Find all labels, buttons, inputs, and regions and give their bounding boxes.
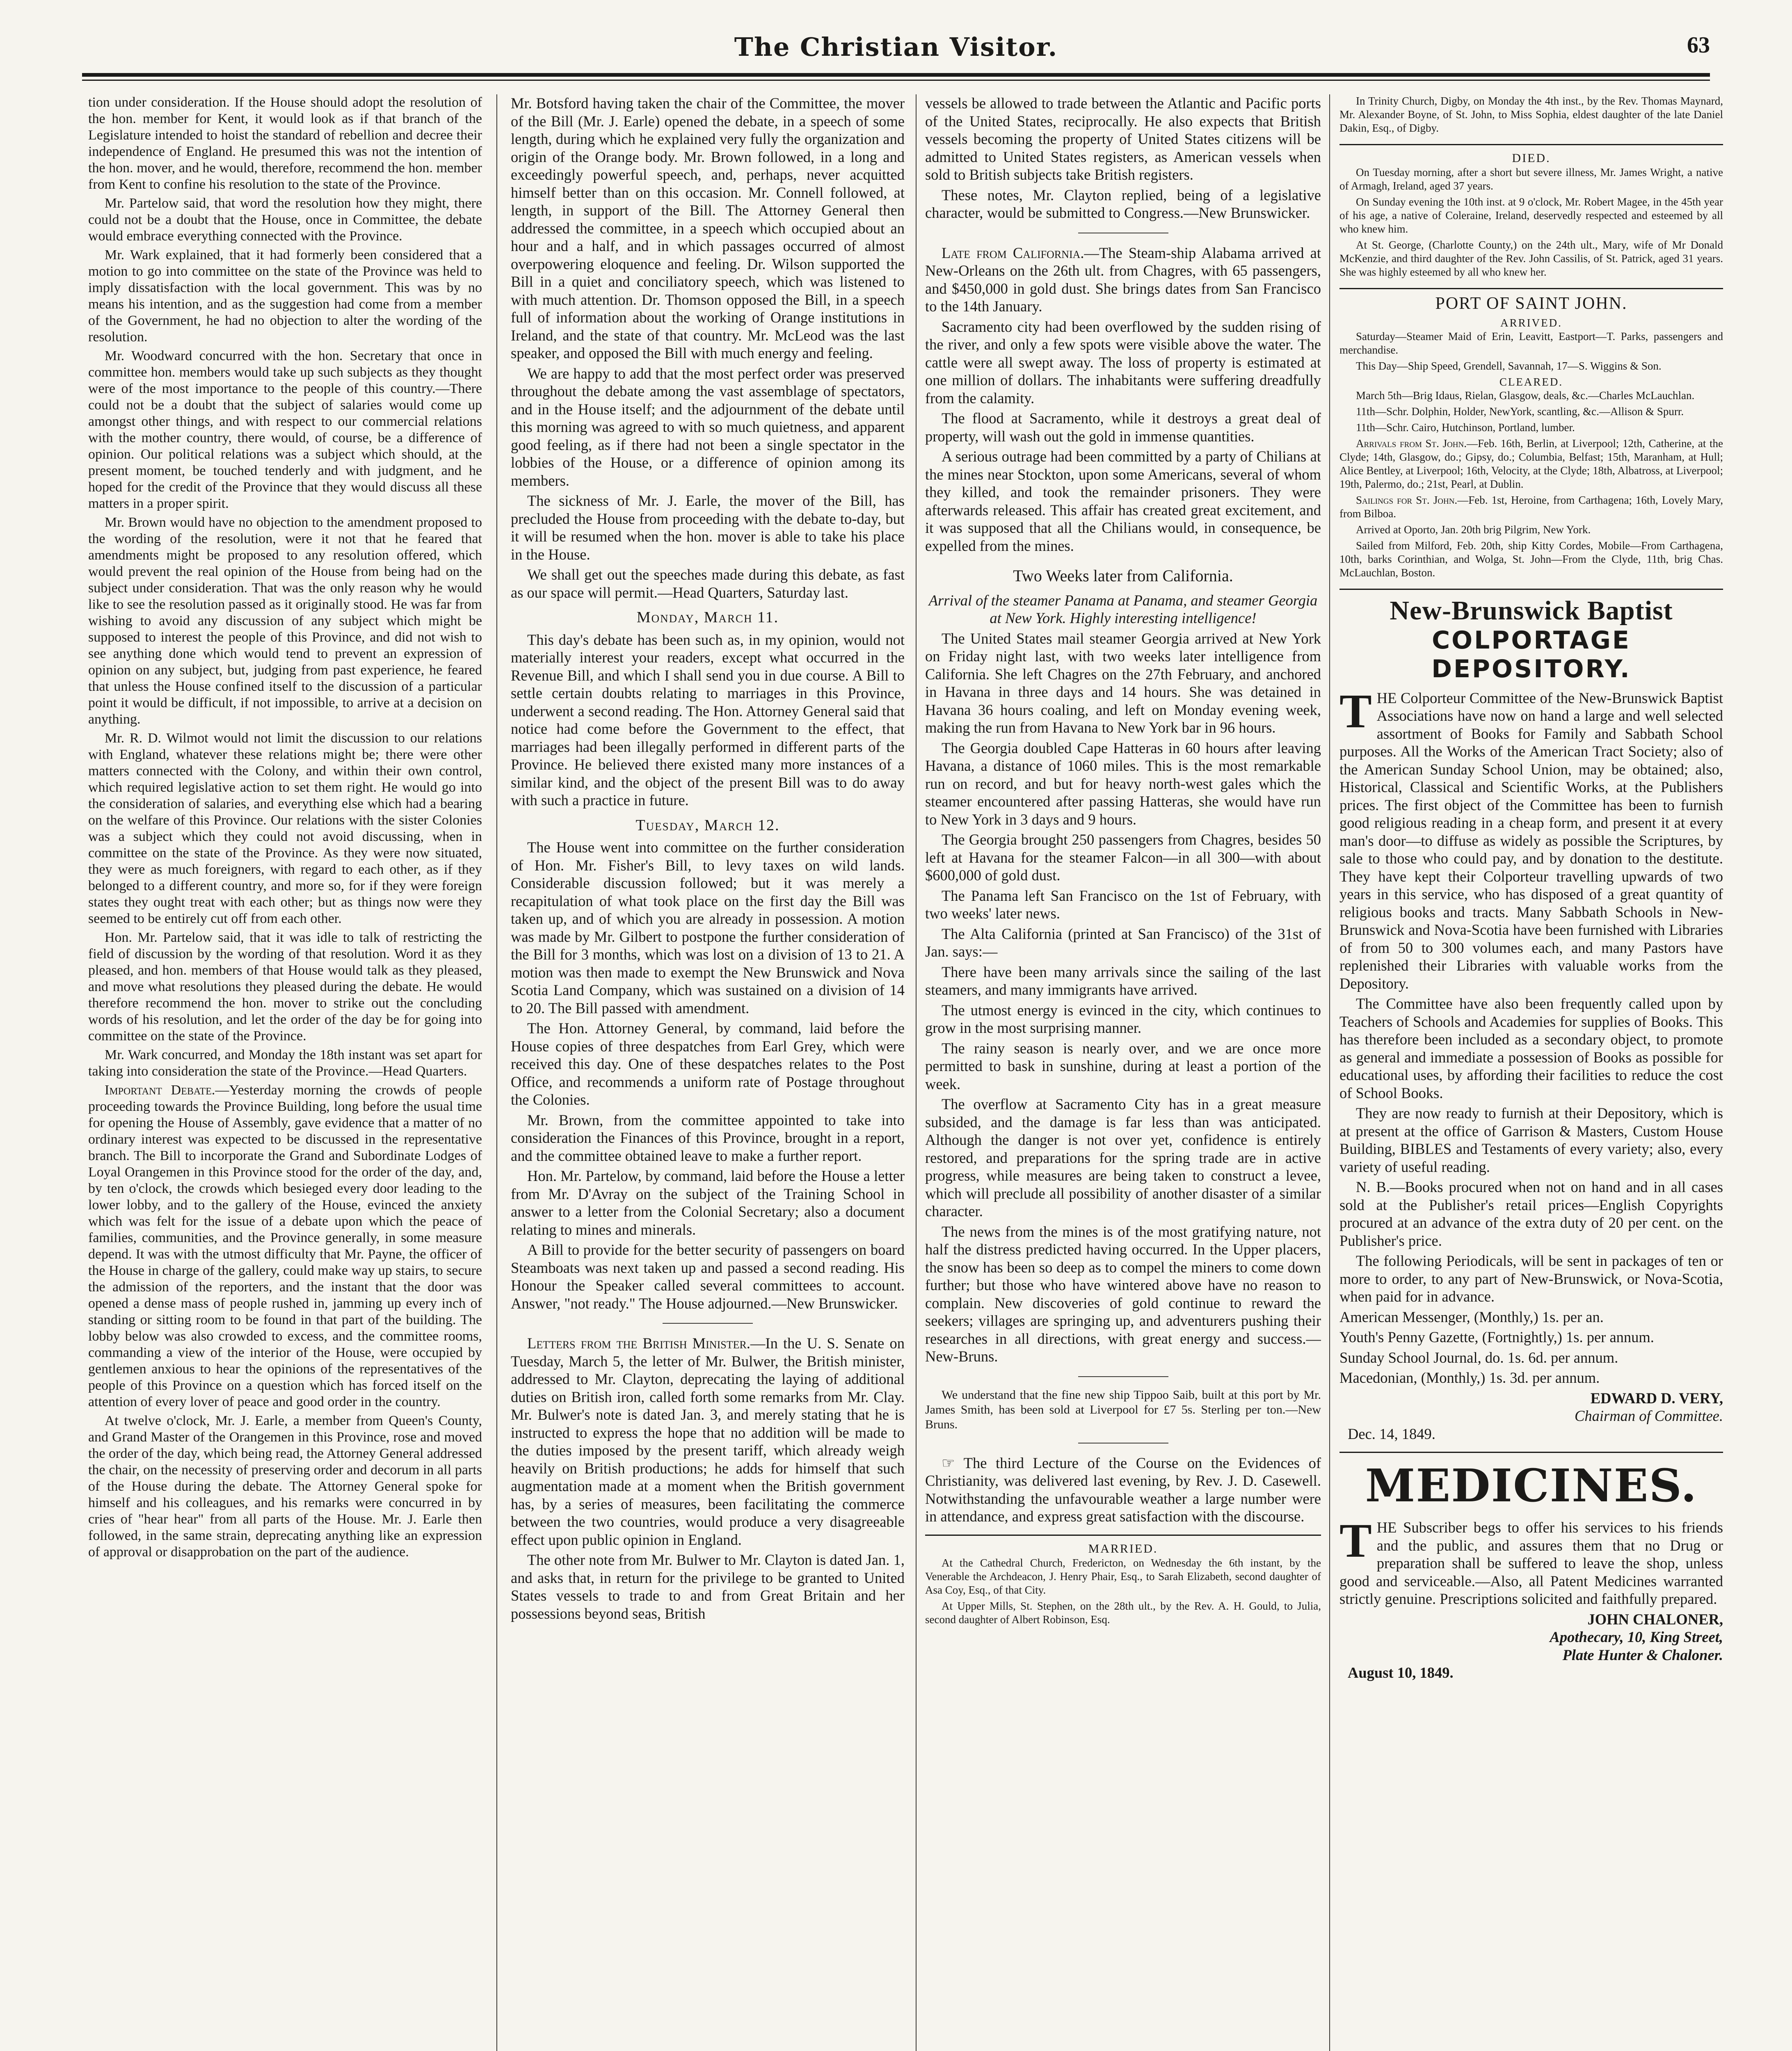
paragraph: vessels be allowed to trade between the Atlantic and Pacific ports of the United States, reciprocally. He also expects that British vessels becoming the property of United States citizens will be admitted to United States registers, as American vessels when sold to British subjects take British registers. (925, 95, 1321, 183)
signature-name: JOHN CHALONER, (1587, 1610, 1723, 1628)
paragraph: The Alta California (printed at San Francisco) of the 31st of Jan. says:— (925, 925, 1321, 960)
masthead (82, 32, 1710, 73)
cleared-heading: CLEARED. (1499, 375, 1563, 388)
masthead-rule-thin (82, 80, 1710, 81)
paragraph: We are happy to add that the most perfect order was preserved throughout the debate among the vast assemblage of spectators, and in the House itself; and the adjournment of the debate until this morning was agreed to with so much quietness, and apparent good feeling, as if there had not been a single spectator in the lobbies of the House, or a difference of opinion among its members. (511, 365, 905, 489)
shipping-entry: Saturday—Steamer Maid of Erin, Leavitt, Eastport—T. Parks, passengers and merchandise. (1339, 330, 1723, 356)
date-heading: Tuesday, March 12. (635, 816, 780, 834)
paragraph: Mr. Partelow said, that word the resolution how they might, there could not be a doubt that the House, once in Committee, the debate would embrace everything connected with the Province. (88, 196, 482, 244)
signature-address: Apothecary, 10, King Street, (1550, 1628, 1723, 1645)
paragraph: Mr. Woodward concurred with the hon. Secretary that once in committee hon. members would take up such subjects as they thought were of the most importance to the people of this country.—There could not be a doubt that the subject of salaries would come up amongst other things, and with respect to our commercial relations with the mother country, there would, of course, be a difference of opinion. Our political relations was a subject which should, at the present moment, be touched tenderly and with judgment, and he hoped for the credit of the Province that they would discuss all these matters in a proper spirit. (88, 348, 482, 511)
paragraph: Sacramento city had been overflowed by the sudden rising of the river, and only a few spots were visible above the water. The cattle were all swept away. The loss of property is estimated at one million of dollars. The inhabitants were suffering dreadfully from the calamity. (925, 318, 1321, 407)
paragraph: The Georgia brought 250 passengers from Chagres, besides 50 left at Havana for the steamer Falcon—in all 300—with about $600,000 of gold dust. (925, 831, 1321, 884)
article-body: —In the U. S. Senate on Tuesday, March 5, the letter of Mr. Bulwer, the British minister, addressed to Mr. Clayton, deprecating the laying of additional duties on British iron, called forth some remarks from Mr. Clay. Mr. Bulwer's note is dated Jan. 3, and merely stating that he is instructed to express the hope that no addition will be made to the duties imposed by the present tariff, which already weigh heavily on British productions; he adds for himself that such augmentation made at a moment when the British government has, by a series of measures, been facilitating the commerce between the two countries, would produce a very disagreeable effect upon public opinion in England. (511, 1335, 905, 1548)
ad-date: Dec. 14, 1849. (1348, 1425, 1435, 1442)
paragraph: tion under consideration. If the House should adopt the resolution of the hon. member for Kent, it would look as if that branch of the Legislature intended to hoist the standard of rebellion and decree their independence of England. He presumed this was not the intention of the hon. mover, and he would, therefore, recommend the hon. member from Kent to confine his resolution to the state of the Province. (88, 95, 482, 192)
column-3 (925, 94, 1321, 2051)
article-late-from-california (925, 244, 1321, 315)
signature-title: Chairman of Committee. (1575, 1407, 1723, 1424)
married-heading: MARRIED. (1088, 1542, 1158, 1555)
port-heading: PORT OF SAINT JOHN. (1435, 294, 1627, 313)
depository-heading (1339, 596, 1723, 683)
depository-subtitle: COLPORTAGE DEPOSITORY. (1431, 626, 1631, 683)
ad-text: HE Subscriber begs to offer his services to his friends and the public, and assures them that no Drug or preparation shall be suffered to leave the shop, unless good and serviceable.—Also, all Patent Medicines warranted strictly genuine. Prescriptions solicited and faithfully prepared. (1339, 1519, 1723, 1607)
paragraph: They are now ready to furnish at their Depository, which is at present at the office of Garrison & Masters, Custom House Building, BIBLES and Testaments of every variety; also, every variety of useful reading. (1339, 1105, 1723, 1175)
paragraph: The Panama left San Francisco on the 1st of February, with two weeks' later news. (925, 887, 1321, 922)
arrived-heading: ARRIVED. (1500, 316, 1562, 329)
paragraph: A serious outrage had been committed by a party of Chilians at the mines near Stockton, upon some Americans, several of whom they killed, and took the remainder prisoners. They were afterwards released. This affair has created great excitement, and it was supposed that all the Chilians would, in consequence, be expelled from the mines. (925, 448, 1321, 554)
entry-body: —Feb. 16th, Berlin, at Liverpool; 12th, Catherine, at the Clyde; 14th, Glasgow, do.; Gipsy, do.; Columbia, Belfast; 15th, Maranham, at Hull; Alice Bentley, at Liverpool; 16th, Velocity, at the Clyde; 18th, Albatross, at Liverpool; 19th, Palermo, do.; 21st, Pearl, at Dublin. (1339, 437, 1723, 490)
paragraph: A Bill to provide for the better security of passengers on board Steamboats was next taken up and passed a second reading. His Honour the Speaker called several committees to account. Answer, "not ready." The House adjourned.—New Brunswicker. (511, 1241, 905, 1312)
shipping-entry (1339, 493, 1723, 521)
section-rule (1339, 288, 1723, 289)
section-rule (1339, 144, 1723, 145)
died-heading: DIED. (1512, 151, 1551, 165)
separator (1078, 1376, 1168, 1377)
section-heading: Two Weeks later from California. (1013, 566, 1233, 585)
signature-name: EDWARD D. VERY, (1590, 1389, 1723, 1407)
shipping-entry: 11th—Schr. Cairo, Hutchinson, Portland, lumber. (1356, 421, 1575, 434)
paragraph: The United States mail steamer Georgia arrived at New York on Friday night last, with two weeks later intelligence from California. She left Chagres on the 27th February, and anchored in Havana in three days and 14 hours. She was detained in Havana 36 hours coaling, and left on Monday evening week, making the run from Havana to New York bar in 96 hours. (925, 630, 1321, 736)
paragraph: The Committee have also been frequently called upon by Teachers of Schools and Academies for supplies of Books. This has therefore been included as a secondary object, to promote as general and immediate a possession of Books as possible for educational uses, by affording their facilities to reduce the cost of School Books. (1339, 995, 1723, 1101)
column-divider (496, 94, 497, 2051)
periodical-item: Sunday School Journal, do. 1s. 6d. per annum. (1339, 1349, 1618, 1366)
notice: At St. George, (Charlotte County,) on the 24th ult., Mary, wife of Mr Donald McKenzie, and third daughter of the Rev. John Cassilis, of St. Patrick, aged 31 years. She was highly esteemed by all who knew her. (1339, 239, 1723, 278)
depository-title: New-Brunswick Baptist (1390, 595, 1673, 626)
section-rule (925, 1535, 1321, 1536)
article-lead: Late from California. (942, 244, 1084, 261)
notice: On Sunday evening the 10th inst. at 9 o'clock, Mr. Robert Magee, in the 45th year of his age, a native of Coleraine, Ireland, deservedly respected and esteemed by all who knew him. (1339, 196, 1723, 235)
column-1 (88, 94, 482, 2051)
paragraph: Mr. Wark concurred, and Monday the 18th instant was set apart for taking into consideration the state of the Province.—Head Quarters. (88, 1047, 482, 1079)
column-4 (1339, 94, 1723, 2051)
drop-cap: T (1339, 1514, 1372, 1567)
page-number: 63 (1687, 32, 1710, 58)
ad-date: August 10, 1849. (1348, 1664, 1454, 1681)
entry-lead: Sailings for St. John. (1356, 493, 1458, 506)
paragraph: These notes, Mr. Clayton replied, being of a legislative character, would be submitted to Congress.—New Brunswicker. (925, 186, 1321, 221)
paragraph: Mr. Wark explained, that it had formerly been considered that a motion to go into committee on the state of the Province was held to imply dissatisfaction with the local government. This was by no means his intention, and as the suggestion had come from a member of the Government, he had no objection to alter the wording of the resolution. (88, 247, 482, 345)
ad-text: HE Colporteur Committee of the New-Brunswick Baptist Associations have now on hand a large and well selected assortment of Books for Family and Sabbath School purposes. All the Works of the American Tract Society; also of the American Sunday School Union, may be obtained; also, Historical, Classical and Scientific Works, at the Publishers prices. The first object of the Committee has been to furnish good religious reading in a cheap form, and present it at every man's door—to diffuse as widely as possible the Scriptures, by sale to those who could pay, and by donation to the destitute. They have kept their Colporteur travelling upwards of two years in this service, who has disposed of a great quantity of religious books and tracts. Many Sabbath Schools in New-Brunswick and Nova-Scotia have been furnished with Libraries of from 50 to 300 volumes each, and many Pastors have replenished their Libraries with valuable works from the Depository. (1339, 689, 1723, 992)
paragraph: This day's debate has been such as, in my opinion, would not materially interest your readers, except what occurred in the Revenue Bill, and which I shall send you in due course. A Bill to settle certain doubts relating to marriages in this Province, underwent a second reading. The Hon. Attorney General said that notice had come before the Government to the effect, that marriages had been illegally performed in different parts of the Province. He believed there existed many more instances of a similar kind, and the object of the present Bill was to do away with such a practice in future. (511, 631, 905, 809)
advertisement-body (1339, 684, 1723, 993)
column-divider (916, 94, 917, 2051)
section-rule (1339, 589, 1723, 590)
shipping-entry: This Day—Ship Speed, Grendell, Savannah, 17—S. Wiggins & Son. (1356, 359, 1662, 372)
paragraph: The utmost energy is evinced in the city, which continues to grow in the most surprising manner. (925, 1001, 1321, 1036)
entry-lead: Arrivals from St. John. (1356, 437, 1467, 450)
notice: In Trinity Church, Digby, on Monday the 4th inst., by the Rev. Thomas Maynard, Mr. Alexander Boyne, of St. John, to Miss Sophia, eldest daughter of the late Daniel Dakin, Esq., of Digby. (1339, 95, 1723, 134)
separator (663, 1323, 753, 1324)
article-lead: Letters from the British Minister. (527, 1335, 750, 1352)
notice: At the Cathedral Church, Fredericton, on Wednesday the 6th instant, by the Venerable the Archdeacon, J. Henry Phair, Esq., to Sarah Elizabeth, second daughter of Asa Coy, Esq., of that City. (925, 1556, 1321, 1596)
section-rule (1339, 1452, 1723, 1453)
paragraph: There have been many arrivals since the sailing of the last steamers, and many immigrants have arrived. (925, 963, 1321, 998)
notice: On Tuesday morning, after a short but severe illness, Mr. James Wright, a native of Armagh, Ireland, aged 37 years. (1339, 166, 1723, 192)
newspaper-title: The Christian Visitor. (734, 32, 1058, 62)
lecture-notice (925, 1454, 1321, 1526)
column-2 (511, 94, 905, 2051)
paragraph: Mr. Brown, from the committee appointed to take into consideration the Finances of this Province, brought in a report, and the committee obtained leave to make a further report. (511, 1111, 905, 1164)
paragraph: Mr. Botsford having taken the chair of the Committee, the mover of the Bill (Mr. J. Earle) opened the debate, in a speech of some length, during which he explained very fully the organization and origin of the Orange body. Mr. Brown followed, in a long and exceedingly powerful speech, and, perhaps, never acquitted himself better than on this occasion. Mr. Connell followed, at length, in support of the Bill. The Attorney General then addressed the committee, in a speech which occupied about an hour and a half, and in which passages occurred of almost overpowering eloquence and feeling. Dr. Wilson supported the Bill in a quiet and conciliatory speech, which was listened to with much attention. Dr. Thomson opposed the Bill, in a speech full of information about the working of Orange institutions in Ireland, and the state of that country. Mr. McLeod was the last speaker, and opposed the Bill with much energy and feeling. (511, 95, 905, 361)
paragraph: At twelve o'clock, Mr. J. Earle, a member from Queen's County, and Grand Master of the Orangemen in this Province, rose and moved the order of the day, which being read, the Attorney General addressed the chair, on the necessity of preserving order and decorum in all parts of the House during the debate. The Attorney General spoke for himself and his colleagues, and his remarks were concurred in by cries of "hear hear" from all parts of the House. Mr. J. Earle then followed, in the same strain, deprecating anything like an expression of approval or disapprobation on the part of the audience. (88, 1413, 482, 1560)
shipping-entry: 11th—Schr. Dolphin, Holder, NewYork, scantling, &c.—Allison & Spurr. (1356, 405, 1684, 418)
entry-body: —Feb. 1st, Heroine, from Carthagena; 16th, Lovely Mary, from Bilboa. (1339, 493, 1723, 520)
drop-cap: T (1339, 684, 1372, 738)
shipping-entry: March 5th—Brig Idaus, Rielan, Glasgow, deals, &c.—Charles McLauchlan. (1356, 389, 1695, 402)
article-important-debate (88, 1082, 482, 1410)
article-body: —Yesterday morning the crowds of people proceeding towards the Province Building, long before the usual time for opening the House of Assembly, gave evidence that a matter of no ordinary interest was expected to be discussed in the representative branch. The Bill to incorporate the Grand and Subordinate Lodges of Loyal Orangemen in this Province stood for the order of the day, and, by ten o'clock, the crowds which besieged every door leading to the lower lobby, and to the gallery of the House, evinced the anxiety which was felt for the issue of a debate upon which the peace of families, communities, and the Province generally, in some measure depend. It was with the utmost difficulty that Mr. Payne, the officer of the House in charge of the gallery, could make way up stairs, to secure the admission of the reporters, and the instant that the door was opened a dense mass of people rushed in, jamming up every inch of standing or sitting room to be found in that part of the building. The lobby below was also crowded to excess, and the committee rooms, commanding a view of the interior of the House, were occupied by gentlemen anxious to hear the opinions of the representatives of the people of this Province on a question which has forced itself on the attention of every lover of peace and good order in the country. (88, 1083, 482, 1409)
medicines-heading: MEDICINES. (1365, 1459, 1698, 1512)
paragraph: The Georgia doubled Cape Hatteras in 60 hours after leaving Havana, a distance of 1060 miles. This is the most remarkable run on record, and but for heavy north-west gales which the steamer encountered after passing Hatteras, she would have run to New York in 3 days and 9 hours. (925, 739, 1321, 828)
article-british-minister (511, 1334, 905, 1549)
signature-address: Plate Hunter & Chaloner. (1562, 1646, 1723, 1663)
paragraph: Hon. Mr. Partelow said, that it was idle to talk of restricting the field of discussion by the wording of that resolution. Word it as they pleased, and hon. members of that House would talk as they pleased, and move what resolutions they pleased during the debate. He would therefore recommend the hon. mover to strike out the concluding words of his resolution, and let the order of the day be for going into committee on the state of the Province. (88, 930, 482, 1044)
periodical-item: Macedonian, (Monthly,) 1s. 3d. per annum. (1339, 1369, 1600, 1386)
periodical-item: Youth's Penny Gazette, (Fortnightly,) 1s. per annum. (1339, 1329, 1654, 1345)
column-divider (1329, 94, 1330, 2051)
paragraph: The House went into committee on the further consideration of Hon. Mr. Fisher's Bill, to levy taxes on wild lands. Considerable discussion followed; but it was merely a recapitulation of what took place on the first day the Bill was taken up, and of which you are already in possession. A motion was made by Mr. Gilbert to postpone the further consideration of the Bill for 3 months, which was lost on a division of 13 to 21. A motion was then made to exempt the New Brunswick and Nova Scotia Land Company, which was sustained on a division of 14 to 20. The Bill passed with amendment. (511, 839, 905, 1016)
shipping-entry (1339, 437, 1723, 491)
paragraph: We shall get out the speeches made during this debate, as fast as our space will permit.—Head Quarters, Saturday last. (511, 566, 905, 601)
paragraph: Mr. R. D. Wilmot would not limit the discussion to our relations with England, whatever these relations might be; there were other matters connected with the Colony, and within their own control, which required legislative action to set them right. He would go into the consideration of salaries, and everything else which had a bearing on the welfare of this Province. Our relations with the sister Colonies was a subject which they could not avoid discussing, when in committee on the state of the Province. As they were now situated, they were as much foreigners, with regard to each other, as if they belonged to a different country, and more so, for if they were foreign states they ought treat with each other; but as things now were they seemed to be entirely cut off from each other. (88, 731, 482, 926)
paragraph: The overflow at Sacramento City has in a great measure subsided, and the damage is far less than was anticipated. Although the danger is not over yet, confidence is entirely restored, and preparations for the spring trade are in active progress, while measures are being taken to construct a levee, which will preclude all possibility of another disaster of a similar character. (925, 1096, 1321, 1220)
paragraph: The Hon. Attorney General, by command, laid before the House copies of three despatches from Earl Grey, which were received this day. One of these despatches relates to the Post Office, and recommends a uniform rate of Postage throughout the Colonies. (511, 1020, 905, 1108)
paragraph: The flood at Sacramento, while it destroys a great deal of property, will wash out the gold in immense quantities. (925, 410, 1321, 445)
section-subheading: Arrival of the steamer Panama at Panama, and steamer Georgia at New York. Highly interesting intelligence! (928, 592, 1318, 626)
article-body: —The Steam-ship Alabama arrived at New-Orleans on the 26th ult. from Chagres, with 65 passengers, and $450,000 in gold dust. She brings dates from San Francisco to the 14th January. (925, 244, 1321, 315)
notice: At Upper Mills, St. Stephen, on the 28th ult., by the Rev. A. H. Gould, to Julia, second daughter of Albert Robinson, Esq. (925, 1599, 1321, 1626)
paragraph: The news from the mines is of the most gratifying nature, not half the distress predicted having occurred. In the Upper placers, the snow has been so deep as to compel the miners to come down further; but those who have wintered above have no reason to complain. New discoveries of gold continue to reward the seekers; villages are springing up, and adventurers pushing their researches in all directions, with great energy and success.—New-Bruns. (925, 1223, 1321, 1365)
paragraph: The other note from Mr. Bulwer to Mr. Clayton is dated Jan. 1, and asks that, in return for the privilege to be granted to United States vessels to trade to and from Great Britain and her possessions beyond seas, British (511, 1551, 905, 1622)
article-lead: Important Debate. (105, 1083, 215, 1098)
masthead-rule-thick (82, 73, 1710, 77)
article-body: The third Lecture of the Course on the Evidences of Christianity, was delivered last evening, by Rev. J. D. Casewell. Notwithstanding the unfavourable weather a large number were in attendance, and express great satisfaction with the discourse. (925, 1454, 1321, 1525)
paragraph: The following Periodicals, will be sent in packages of ten or more to order, to any part of New-Brunswick, or Nova-Scotia, when paid for in advance. (1339, 1252, 1723, 1305)
shipping-entry: Sailed from Milford, Feb. 20th, ship Kitty Cordes, Mobile—From Carthagena, 10th, barks Corinthian, and Wolga, St. John—From the Clyde, 11th, brig Chas. McLauchlan, Boston. (1339, 539, 1723, 579)
paragraph: The sickness of Mr. J. Earle, the mover of the Bill, has precluded the House from proceeding with the debate to-day, but it will be resumed when the hon. mover is able to take his place in the House. (511, 492, 905, 563)
date-heading: Monday, March 11. (636, 609, 779, 626)
paragraph: N. B.—Books procured when not on hand and in all cases sold at the Publisher's retail prices—English Copyrights procured at an advance of the extra duty of 20 per cent. on the Publisher's price. (1339, 1179, 1723, 1249)
periodical-item: American Messenger, (Monthly,) 1s. per an. (1339, 1308, 1604, 1325)
pointing-hand-icon: ☞ (942, 1454, 955, 1471)
advertisement-body (1339, 1514, 1723, 1608)
paragraph: Mr. Brown would have no objection to the amendment proposed to the wording of the resolution, were it not that he feared that amendments might be proposed to any resolution offered, which would prevent the real opinion of the House from being had on the subject under consideration. That was the only reason why he would like to see the resolution passed as it originally stood. He was far from wishing to avoid any discussion of any subject which might be supposed to interest the people of this Province, and did not wish to see anything done which would tend to prevent an expression of opinion on any subject, but, judging from past experience, he feared that unless the House confined itself to the discussion of a particular point it would be difficult, if not impossible, to arrive at a decision on anything. (88, 515, 482, 727)
shipping-entry: Arrived at Oporto, Jan. 20th brig Pilgrim, New York. (1356, 523, 1591, 536)
paragraph: We understand that the fine new ship Tippoo Saib, built at this port by Mr. James Smith, has been sold at Liverpool for £7 5s. Sterling per ton.—New Bruns. (925, 1388, 1321, 1431)
paragraph: Hon. Mr. Partelow, by command, laid before the House a letter from Mr. D'Avray on the subject of the Training School in answer to a letter from the Colonial Secretary; also a document relating to mines and minerals. (511, 1167, 905, 1238)
paragraph: The rainy season is nearly over, and we are once more permitted to bask in sunshine, during at least a portion of the week. (925, 1039, 1321, 1092)
